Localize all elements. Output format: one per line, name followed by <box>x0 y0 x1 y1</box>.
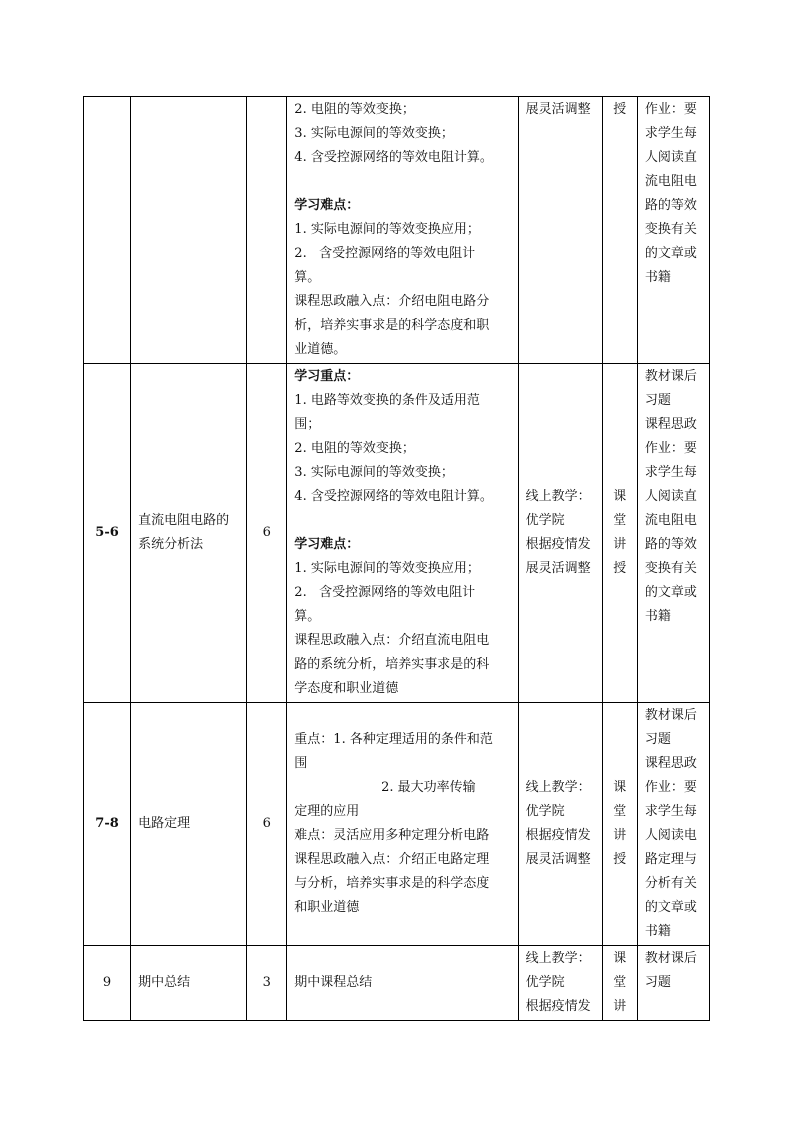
table-row <box>84 97 710 364</box>
content-lines <box>287 727 517 921</box>
form-line: 堂 <box>613 804 627 819</box>
homework-line: 人阅读直 <box>644 489 697 504</box>
content-cell <box>287 946 518 1021</box>
homework-cell <box>637 703 709 946</box>
form-line: 堂 <box>613 975 627 990</box>
method-line: 线上教学： <box>525 780 591 795</box>
method-cell <box>518 946 602 1021</box>
content-line: 学态度和职业道德 <box>294 681 399 696</box>
form-line: 课 <box>613 780 627 795</box>
homework-line: 教材课后 <box>644 708 697 723</box>
content-line: 4. 含受控源网络的等效电阻计算。 <box>294 150 493 165</box>
method-line: 线上教学： <box>525 489 591 504</box>
content-cell <box>287 97 518 364</box>
form-line: 讲 <box>613 828 627 843</box>
content-line: 和职业道德 <box>294 900 360 915</box>
form-cell <box>602 364 637 703</box>
form-line: 堂 <box>613 513 627 528</box>
hours-cell: 6 <box>247 364 287 703</box>
hours-cell <box>247 97 287 364</box>
form-line: 讲 <box>613 537 627 552</box>
content-line <box>294 509 510 533</box>
content-line: 难点：灵活应用多种定理分析电路 <box>294 828 490 843</box>
content-line <box>294 170 510 194</box>
homework-cell <box>637 364 709 703</box>
content-line: 1. 电路等效变换的条件及适用范 <box>294 393 480 408</box>
content-line: 围； <box>294 417 321 432</box>
homework-line: 教材课后 <box>644 369 697 384</box>
homework-cell <box>637 946 709 1021</box>
method-line: 展灵活调整 <box>525 852 591 867</box>
homework-line: 习题 <box>644 975 671 990</box>
content-line: 与分析，培养实事求是的科学态度 <box>294 876 490 891</box>
week-cell: 7-8 <box>84 703 131 946</box>
topic-cell <box>131 97 247 364</box>
content-line: 2. 电阻的等效变换； <box>294 441 415 456</box>
homework-line: 求学生每 <box>644 804 697 819</box>
form-line: 授 <box>613 852 627 867</box>
topic-line: 系统分析法 <box>138 537 204 552</box>
content-line: 课程思政融入点：介绍直流电阻电 <box>294 633 490 648</box>
homework-line: 作业：要 <box>644 102 697 117</box>
content-line: 重点：1. 各种定理适用的条件和范 <box>294 732 493 747</box>
week-cell: 9 <box>84 946 131 1021</box>
form-cell <box>602 703 637 946</box>
content-line: 课程思政融入点：介绍电阻电路分 <box>294 294 490 309</box>
method-line: 优学院 <box>525 513 565 528</box>
method-line: 优学院 <box>525 804 565 819</box>
content-line: 定理的应用 <box>294 804 360 819</box>
content-cell <box>287 364 518 703</box>
homework-line: 习题 <box>644 732 671 747</box>
table-row <box>84 703 710 946</box>
content-cell <box>287 703 518 946</box>
homework-line: 书籍 <box>644 609 671 624</box>
homework-line: 变换有关 <box>644 222 697 237</box>
table-row <box>84 946 710 1021</box>
method-line: 根据疫情发 <box>525 828 591 843</box>
content-line: 2. 电阻的等效变换； <box>294 102 415 117</box>
content-line: 课程思政融入点：介绍正电路定理 <box>294 852 490 867</box>
topic-line: 直流电阻电路的 <box>138 513 230 528</box>
content-line: 算。 <box>294 270 321 285</box>
table-row <box>84 364 710 703</box>
homework-line: 作业：要 <box>644 441 697 456</box>
content-line: 期中课程总结 <box>294 975 373 990</box>
form-line: 授 <box>613 561 627 576</box>
homework-line: 流电阻电 <box>644 513 697 528</box>
content-line: 业道德。 <box>294 342 347 357</box>
content-line: 1. 实际电源间的等效变换应用； <box>294 222 480 237</box>
content-lines <box>287 97 517 363</box>
content-heading: 学习重点： <box>294 369 360 384</box>
homework-cell <box>637 97 709 364</box>
homework-line: 教材课后 <box>644 951 697 966</box>
homework-line: 人阅读直 <box>644 150 697 165</box>
homework-line: 变换有关 <box>644 561 697 576</box>
form-line: 讲 <box>613 999 627 1014</box>
homework-line: 求学生每 <box>644 126 697 141</box>
hours-cell: 3 <box>247 946 287 1021</box>
topic-cell <box>131 364 247 703</box>
method-cell <box>518 97 602 364</box>
content-line: 2. 含受控源网络的等效电阻计 <box>294 585 476 600</box>
method-line: 优学院 <box>525 975 565 990</box>
topic-cell <box>131 946 247 1021</box>
content-lines <box>287 364 517 702</box>
homework-line: 课程思政 <box>644 417 697 432</box>
homework-line: 习题 <box>644 393 671 408</box>
method-cell <box>518 364 602 703</box>
homework-line: 路的等效 <box>644 198 697 213</box>
content-line: 3. 实际电源间的等效变换； <box>294 126 454 141</box>
form-cell <box>602 97 637 364</box>
homework-line: 路定理与 <box>644 852 697 867</box>
homework-line: 的文章或 <box>644 900 697 915</box>
method-line: 展灵活调整 <box>525 102 591 117</box>
hours-cell: 6 <box>247 703 287 946</box>
homework-line: 求学生每 <box>644 465 697 480</box>
content-line: 路的系统分析，培养实事求是的科 <box>294 657 490 672</box>
content-line: 2. 含受控源网络的等效电阻计 <box>294 246 476 261</box>
week-cell <box>84 97 131 364</box>
content-line: 2. 最大功率传输 <box>294 780 476 795</box>
form-line: 授 <box>613 102 627 117</box>
method-line: 根据疫情发 <box>525 537 591 552</box>
homework-line: 书籍 <box>644 924 671 939</box>
content-heading: 学习难点： <box>294 198 360 213</box>
topic-line: 期中总结 <box>138 975 191 990</box>
topic-line: 电路定理 <box>138 816 191 831</box>
method-line: 展灵活调整 <box>525 561 591 576</box>
homework-line: 的文章或 <box>644 585 697 600</box>
content-line: 1. 实际电源间的等效变换应用； <box>294 561 480 576</box>
content-line: 算。 <box>294 609 321 624</box>
form-line: 课 <box>613 951 627 966</box>
topic-cell <box>131 703 247 946</box>
content-line: 析，培养实事求是的科学态度和职 <box>294 318 490 333</box>
content-heading: 学习难点： <box>294 537 360 552</box>
homework-line: 的文章或 <box>644 246 697 261</box>
content-line: 围 <box>294 756 308 771</box>
content-line: 3. 实际电源间的等效变换； <box>294 465 454 480</box>
method-line: 根据疫情发 <box>525 999 591 1014</box>
method-line: 线上教学： <box>525 951 591 966</box>
homework-line: 分析有关 <box>644 876 697 891</box>
course-schedule-table <box>83 96 710 1021</box>
form-cell <box>602 946 637 1021</box>
homework-line: 流电阻电 <box>644 174 697 189</box>
homework-line: 作业：要 <box>644 780 697 795</box>
content-line: 4. 含受控源网络的等效电阻计算。 <box>294 489 493 504</box>
homework-line: 人阅读电 <box>644 828 697 843</box>
method-cell <box>518 703 602 946</box>
homework-line: 书籍 <box>644 270 671 285</box>
week-cell: 5-6 <box>84 364 131 703</box>
homework-line: 路的等效 <box>644 537 697 552</box>
form-line: 课 <box>613 489 627 504</box>
homework-line: 课程思政 <box>644 756 697 771</box>
